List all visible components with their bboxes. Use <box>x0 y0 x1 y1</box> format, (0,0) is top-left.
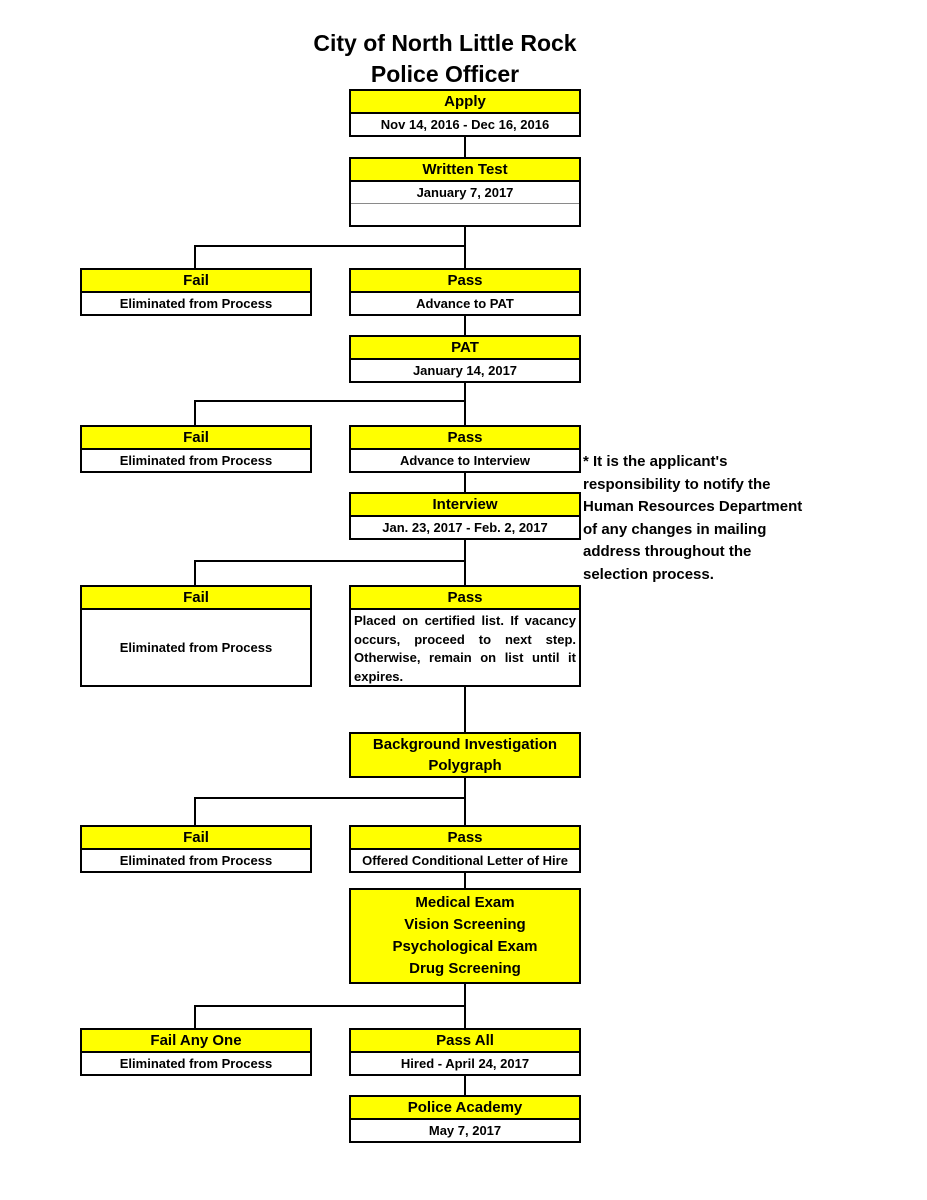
node-police-academy <box>349 1095 581 1143</box>
node-pat-header: PAT <box>351 337 579 360</box>
node-pass-interview-body: Placed on certified list. If vacancy occurs, proceed to next step. Otherwise, remain on list until it expires. <box>354 613 576 684</box>
node-pass-background-body: Offered Conditional Letter of Hire <box>351 850 579 871</box>
node-fail-pat <box>80 425 312 473</box>
node-medical-line-3: Psychological Exam <box>392 938 538 955</box>
connector-background-pass <box>464 778 466 825</box>
node-background-polygraph <box>349 732 581 778</box>
node-fail-interview <box>80 585 312 687</box>
applicant-note <box>583 451 838 586</box>
note-line: Human Resources Department <box>583 498 803 515</box>
node-police-academy-header: Police Academy <box>351 1097 579 1120</box>
connector-branch3-fail-drop <box>194 560 196 585</box>
node-apply-body: Nov 14, 2016 - Dec 16, 2016 <box>351 114 579 135</box>
node-pass-written <box>349 268 581 316</box>
node-fail-written-body: Eliminated from Process <box>82 293 310 314</box>
connector-branch3-horizontal <box>194 560 466 562</box>
node-pass-pat <box>349 425 581 473</box>
note-line: * It is the applicant's <box>583 453 728 470</box>
connector-interview-pass <box>464 540 466 585</box>
connector-branch1-fail-drop <box>194 245 196 268</box>
node-pass-written-header: Pass <box>351 270 579 293</box>
connector-pat-pass <box>464 383 466 425</box>
node-pass-interview <box>349 585 581 687</box>
node-fail-background-body: Eliminated from Process <box>82 850 310 871</box>
node-written-test <box>349 157 581 227</box>
node-fail-pat-body: Eliminated from Process <box>82 450 310 471</box>
node-fail-any-one-header: Fail Any One <box>82 1030 310 1053</box>
node-medical-line-4: Drug Screening <box>409 960 521 977</box>
node-fail-background-header: Fail <box>82 827 310 850</box>
node-fail-interview-body: Eliminated from Process <box>119 640 273 655</box>
connector-branch2-fail-drop <box>194 400 196 425</box>
node-pass-pat-header: Pass <box>351 427 579 450</box>
node-medical-exams <box>349 888 581 984</box>
node-pass-all-body: Hired - April 24, 2017 <box>351 1053 579 1074</box>
connector-branch1-horizontal <box>194 245 466 247</box>
node-pass-all <box>349 1028 581 1076</box>
note-line: selection process. <box>583 565 714 583</box>
node-pass-background-header: Pass <box>351 827 579 850</box>
node-written-test-header: Written Test <box>351 159 579 182</box>
node-written-test-body: January 7, 2017 <box>351 182 579 204</box>
connector-apply-writtentest <box>464 137 466 157</box>
node-interview-header: Interview <box>351 494 579 517</box>
node-police-academy-body: May 7, 2017 <box>351 1120 579 1141</box>
note-line: address throughout the <box>583 543 752 560</box>
node-interview <box>349 492 581 540</box>
node-apply-header: Apply <box>351 91 579 114</box>
node-pass-background <box>349 825 581 873</box>
connector-branch4-horizontal <box>194 797 466 799</box>
node-fail-written <box>80 268 312 316</box>
connector-pass-pat <box>464 316 466 335</box>
node-medical-line-2: Vision Screening <box>404 916 526 933</box>
node-background-line-2: Polygraph <box>428 757 502 774</box>
node-background-line-1: Background Investigation <box>372 736 558 753</box>
connector-branch5-horizontal <box>194 1005 466 1007</box>
node-fail-pat-header: Fail <box>82 427 310 450</box>
node-fail-any-one <box>80 1028 312 1076</box>
note-line: responsibility to notify the <box>583 475 771 493</box>
title-line-1: City of North Little Rock <box>313 30 577 56</box>
title-line-2: Police Officer <box>370 61 520 87</box>
connector-branch2-horizontal <box>194 400 466 402</box>
connector-passall-academy <box>464 1076 466 1095</box>
page-title <box>245 28 645 90</box>
node-fail-interview-header: Fail <box>82 587 310 610</box>
node-interview-body: Jan. 23, 2017 - Feb. 2, 2017 <box>351 517 579 538</box>
node-pat <box>349 335 581 383</box>
connector-branch5-fail-drop <box>194 1005 196 1028</box>
connector-pass-interview <box>464 473 466 492</box>
node-pass-interview-header: Pass <box>351 587 579 610</box>
connector-pass-medical <box>464 873 466 888</box>
node-pass-written-body: Advance to PAT <box>351 293 579 314</box>
connector-branch4-fail-drop <box>194 797 196 825</box>
node-written-test-empty-row <box>351 204 579 225</box>
connector-pass-background <box>464 687 466 732</box>
node-pass-pat-body: Advance to Interview <box>351 450 579 471</box>
node-fail-any-one-body: Eliminated from Process <box>82 1053 310 1074</box>
node-apply <box>349 89 581 137</box>
node-fail-written-header: Fail <box>82 270 310 293</box>
connector-writtentest-pass <box>464 227 466 268</box>
node-pass-all-header: Pass All <box>351 1030 579 1053</box>
node-medical-line-1: Medical Exam <box>415 894 515 911</box>
node-pat-body: January 14, 2017 <box>351 360 579 381</box>
node-fail-background <box>80 825 312 873</box>
note-line: of any changes in mailing <box>583 520 767 538</box>
